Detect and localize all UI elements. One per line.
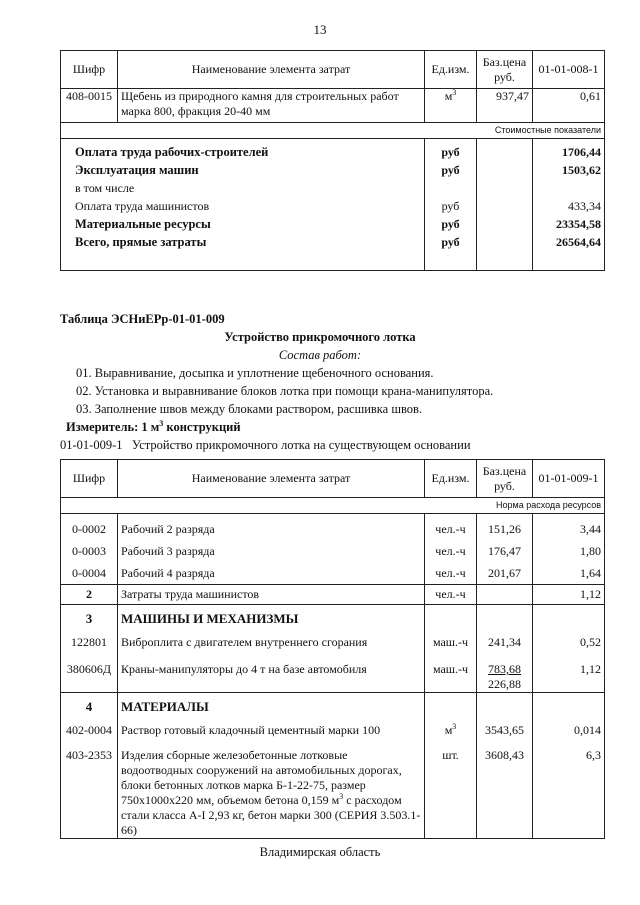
footer-region: Владимирская область: [259, 845, 381, 859]
cell-text: Рабочий 2 разряда: [121, 522, 215, 536]
cell-text: руб: [441, 235, 460, 249]
operators-name: Затраты труда машинистов: [118, 585, 425, 605]
cell-text: 1706,44: [562, 145, 601, 159]
work-item: 01. Выравнивание, досыпка и уплотнение щебеночного основания.: [76, 366, 434, 380]
table-row: [61, 585, 605, 605]
header-unit: Ед.изм.: [425, 51, 477, 89]
cell-text: 1,64: [580, 566, 601, 580]
materials-heading: МАТЕРИАЛЫ: [121, 699, 209, 714]
cell-text: руб: [441, 199, 460, 213]
item-caption: 01-01-009-1 Устройство прикромочного лотка на существующем основании: [60, 438, 471, 452]
cell-text: Материальные ресурсы: [75, 217, 211, 231]
cell-text: Эксплуатация машин: [75, 163, 199, 177]
cell-text: 201,67: [488, 566, 521, 580]
header-price: Баз.цена руб.: [477, 460, 533, 498]
header-norm: 01-01-008-1: [533, 51, 605, 89]
cell-text: чел.-ч: [435, 522, 466, 536]
cell-text: Оплата труда машинистов: [75, 199, 210, 213]
cell-text: [536, 179, 601, 197]
cell-text: 1,80: [580, 544, 601, 558]
cell-text: 1503,62: [562, 163, 601, 177]
cell-text: в том числе: [75, 181, 135, 195]
operators-unit: чел.-ч: [425, 585, 477, 605]
table-row: [61, 89, 605, 123]
cost-table-008: [60, 50, 605, 271]
cost-units: [425, 139, 477, 271]
works-heading: Состав работ:: [278, 348, 362, 362]
resource-table-009: [60, 459, 605, 839]
measure-label: Измеритель: 1 $м^3$ конструкций: [66, 418, 241, 434]
cell-text: руб: [441, 217, 460, 231]
row-code: 408-0015: [61, 89, 118, 123]
cell-text: Рабочий 3 разряда: [121, 544, 215, 558]
page-number: 13: [313, 22, 327, 37]
subtitle: Устройство прикромочного лотка: [224, 330, 416, 344]
cell-text: 151,26: [488, 522, 521, 536]
cell-text: руб: [441, 163, 460, 177]
cost-price-empty: [477, 139, 533, 271]
cell-text: 176,47: [488, 544, 521, 558]
machines-block: 3 122801 380606Д МАШИНЫ И МЕХАНИЗМЫ Виброплита с двигателем внутреннего сгорания Краны-манипуляторы до 4 т на базе автомобиля маш.-ч маш.-ч 241,34 783,68 226,88 0,52 1,12: [61, 605, 605, 693]
section-label: Стоимостные показатели: [61, 123, 605, 139]
materials-code: 4: [85, 699, 93, 714]
cell-text: 0-0003: [72, 544, 106, 558]
cost-values: [533, 139, 605, 271]
cell-text: [428, 179, 473, 197]
header-price: Баз.цена руб.: [477, 51, 533, 89]
table-title: Таблица ЭСНиЕРр-01-01-009: [60, 312, 225, 326]
header-name: Наименование элемента затрат: [118, 51, 425, 89]
header-norm: 01-01-009-1: [533, 460, 605, 498]
cell-text: Рабочий 4 разряда: [121, 566, 215, 580]
materials-block: 4 402-0004 403-2353 МАТЕРИАЛЫ Раствор готовый кладочный цементный марки 100 Изделия сборные железобетонные лотковые водоотводных сооружений на автомобильных дорогах, блоки бетонных лотков марка Б-1-22-75, размер 750х1000х220 мм, объемом бетона 0,159 $м^3$ с расходом стали класса А-I 2,93 кг, бетон марки 300 (СЕРИЯ 3.503.1-66) $м^3$ шт. 3543,65 3608,43 0,014 6,3: [61, 693, 605, 839]
machines-code: 3: [85, 611, 93, 626]
operators-code: 2: [61, 585, 118, 605]
header-unit: Ед.изм.: [425, 460, 477, 498]
cell-text: 433,34: [568, 199, 601, 213]
operators-value: 1,12: [533, 585, 605, 605]
cell-text: 3,44: [580, 522, 601, 536]
cell-text: 26564,64: [556, 235, 601, 249]
cell-text: чел.-ч: [435, 544, 466, 558]
cell-text: Оплата труда рабочих-строителей: [75, 145, 269, 159]
header-name: Наименование элемента затрат: [118, 460, 425, 498]
row-unit: $м^3$: [425, 89, 477, 123]
row-value: 0,61: [533, 89, 605, 123]
workers-block: [61, 514, 605, 585]
cell-text: 0-0002: [72, 522, 106, 536]
header-code: Шифр: [61, 460, 118, 498]
cell-text: чел.-ч: [435, 566, 466, 580]
cell-text: 0-0004: [72, 566, 106, 580]
cell-text: 23354,58: [556, 217, 601, 231]
cell-text: руб: [441, 145, 460, 159]
section-label: Норма расхода ресурсов: [61, 498, 605, 514]
header-code: Шифр: [61, 51, 118, 89]
work-item: 02. Установка и выравнивание блоков лотка при помощи крана-манипулятора.: [76, 384, 494, 398]
row-name: Щебень из природного камня для строительных работ марка 800, фракция 20-40 мм: [118, 89, 425, 123]
machines-heading: МАШИНЫ И МЕХАНИЗМЫ: [121, 611, 299, 626]
cost-names: [61, 139, 425, 271]
cell-text: Всего, прямые затраты: [75, 235, 207, 249]
work-item: 03. Заполнение швов между блоками раствором, расшивка швов.: [76, 402, 423, 416]
row-price: 937,47: [477, 89, 533, 123]
